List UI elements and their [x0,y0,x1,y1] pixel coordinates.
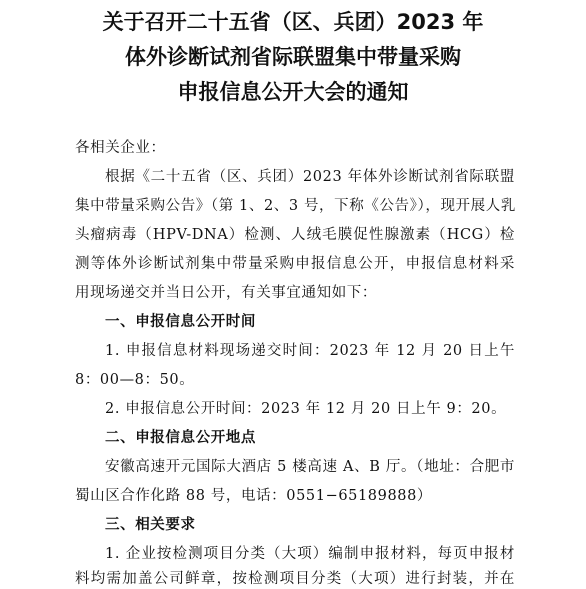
section-2-text-line-2: 蜀山区合作化路 88 号，电话：0551−65189888） [75,488,433,504]
section-3-item-1-line-1: 1. 企业按检测项目分类（大项）编制申报材料，每页申报材 [105,546,515,562]
document-title-line-3: 申报信息公开大会的通知 [177,80,409,104]
paragraph-1-line-3: 头瘤病毒（HPV-DNA）检测、人绒毛膜促性腺激素（HCG）检 [75,227,515,243]
section-1-item-1-line-2: 8：00—8：50。 [75,372,195,388]
paragraph-1-line-5: 用现场递交并当日公开，有关事宜通知如下： [75,285,377,301]
section-1-heading: 一、申报信息公开时间 [105,314,256,330]
paragraph-1-line-2: 集中带量采购公告》（第 1、2、3 号，下称《公告》），现开展人乳 [75,198,516,214]
section-1-item-2: 2. 申报信息公开时间：2023 年 12 月 20 日上午 9：20。 [105,401,507,417]
section-3-item-1-line-2: 料均需加盖公司鲜章，按检测项目分类（大项）进行封装，并在 [75,571,515,587]
paragraph-1-line-4: 测等体外诊断试剂集中带量采购申报信息公开，申报信息材料采 [75,256,515,272]
document-title-line-2: 体外诊断试剂省际联盟集中带量采购 [125,45,461,69]
section-2-heading: 二、申报信息公开地点 [105,430,256,446]
section-2-text-line-1: 安徽高速开元国际大酒店 5 楼高速 A、B 厅。（地址：合肥市 [105,459,515,475]
section-1-item-1-line-1: 1. 申报信息材料现场递交时间：2023 年 12 月 20 日上午 [105,343,515,359]
salutation: 各相关企业： [75,140,166,156]
paragraph-1-line-1: 根据《二十五省（区、兵团）2023 年体外诊断试剂省际联盟 [105,169,515,185]
section-3-heading: 三、相关要求 [105,517,196,533]
document-title-line-1: 关于召开二十五省（区、兵团）2023 年 [102,10,484,34]
